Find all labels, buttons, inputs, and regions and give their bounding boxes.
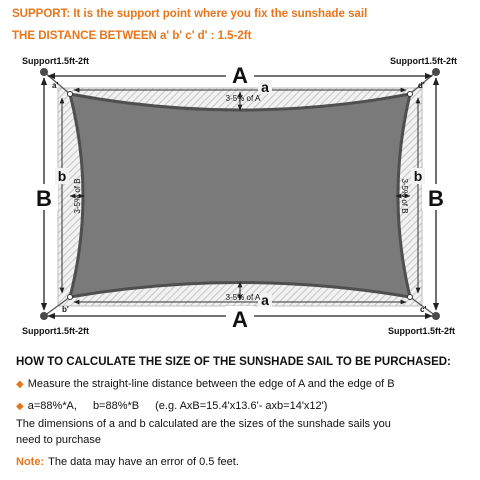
dimension-a-top-label: a [261, 79, 269, 95]
dimensions-text-line1: The dimensions of a and b calculated are the sizes of the sunshade sails you [16, 418, 391, 430]
corner-ring-a [68, 92, 73, 97]
note-text: The data may have an error of 0.5 feet. [48, 456, 239, 468]
sag-right-label: 3-5% of B [400, 178, 409, 214]
formula-a: a=88%*A, [27, 400, 77, 412]
dimensions-text-line2: need to purchase [16, 434, 102, 446]
dimension-a-bottom-label: a [261, 292, 269, 308]
dimension-B-left-label: B [36, 186, 52, 211]
step-measure [16, 378, 395, 390]
dimension-A-bottom-label: A [232, 307, 248, 332]
corner-ring-b [68, 295, 73, 300]
formula-b: b=88%*B [92, 400, 140, 412]
corner-label-a: a' [52, 81, 59, 90]
sag-bottom-label: 3-5% of A [225, 293, 261, 302]
corner-label-b: b' [62, 305, 69, 314]
corner-label-c: c' [420, 305, 427, 314]
orange-diamond-icon: ◆ [16, 379, 24, 390]
note [16, 456, 239, 468]
orange-diamond-icon: ◆ [16, 401, 24, 412]
corner-ring-d [408, 92, 413, 97]
support-label-bottom-left: Support1.5ft-2ft [22, 326, 89, 336]
support-point-top-left [40, 68, 48, 76]
support-point-bottom-left [40, 312, 48, 320]
calculation-title: HOW TO CALCULATE THE SIZE OF THE SUNSHADE SAIL TO BE PURCHASED: [16, 356, 451, 368]
dimension-B-right-label: B [428, 186, 444, 211]
sail-diagram [0, 50, 480, 350]
sag-left-label: 3-5% of B [73, 178, 82, 214]
formula-example: (e.g. AxB=15.4'x13.6'- axb=14'x12') [155, 400, 328, 412]
sag-top-label: 3-5% of A [225, 94, 261, 103]
corner-ring-c [408, 295, 413, 300]
support-point-top-right [432, 68, 440, 76]
step-formula [16, 400, 327, 412]
support-label-bottom-right: Support1.5ft-2ft [388, 326, 455, 336]
note-label: Note: [16, 456, 45, 468]
step-measure-text: Measure the straight-line distance between the edge of A and the edge of B [27, 378, 395, 390]
sunshade-sail [70, 94, 410, 297]
dimension-b-right-label: b [413, 168, 423, 184]
support-label-top-left: Support1.5ft-2ft [22, 56, 89, 66]
support-label-top-right: Support1.5ft-2ft [390, 56, 457, 66]
dimension-A-top-label: A [232, 63, 248, 88]
distance-definition: THE DISTANCE BETWEEN a' b' c' d' : 1.5-2ft [12, 30, 252, 42]
support-point-bottom-right [432, 312, 440, 320]
dimension-b-left-label: b [57, 168, 67, 184]
support-definition: SUPPORT: It is the support point where you fix the sunshade sail [12, 8, 368, 20]
corner-label-d: d' [418, 81, 425, 90]
